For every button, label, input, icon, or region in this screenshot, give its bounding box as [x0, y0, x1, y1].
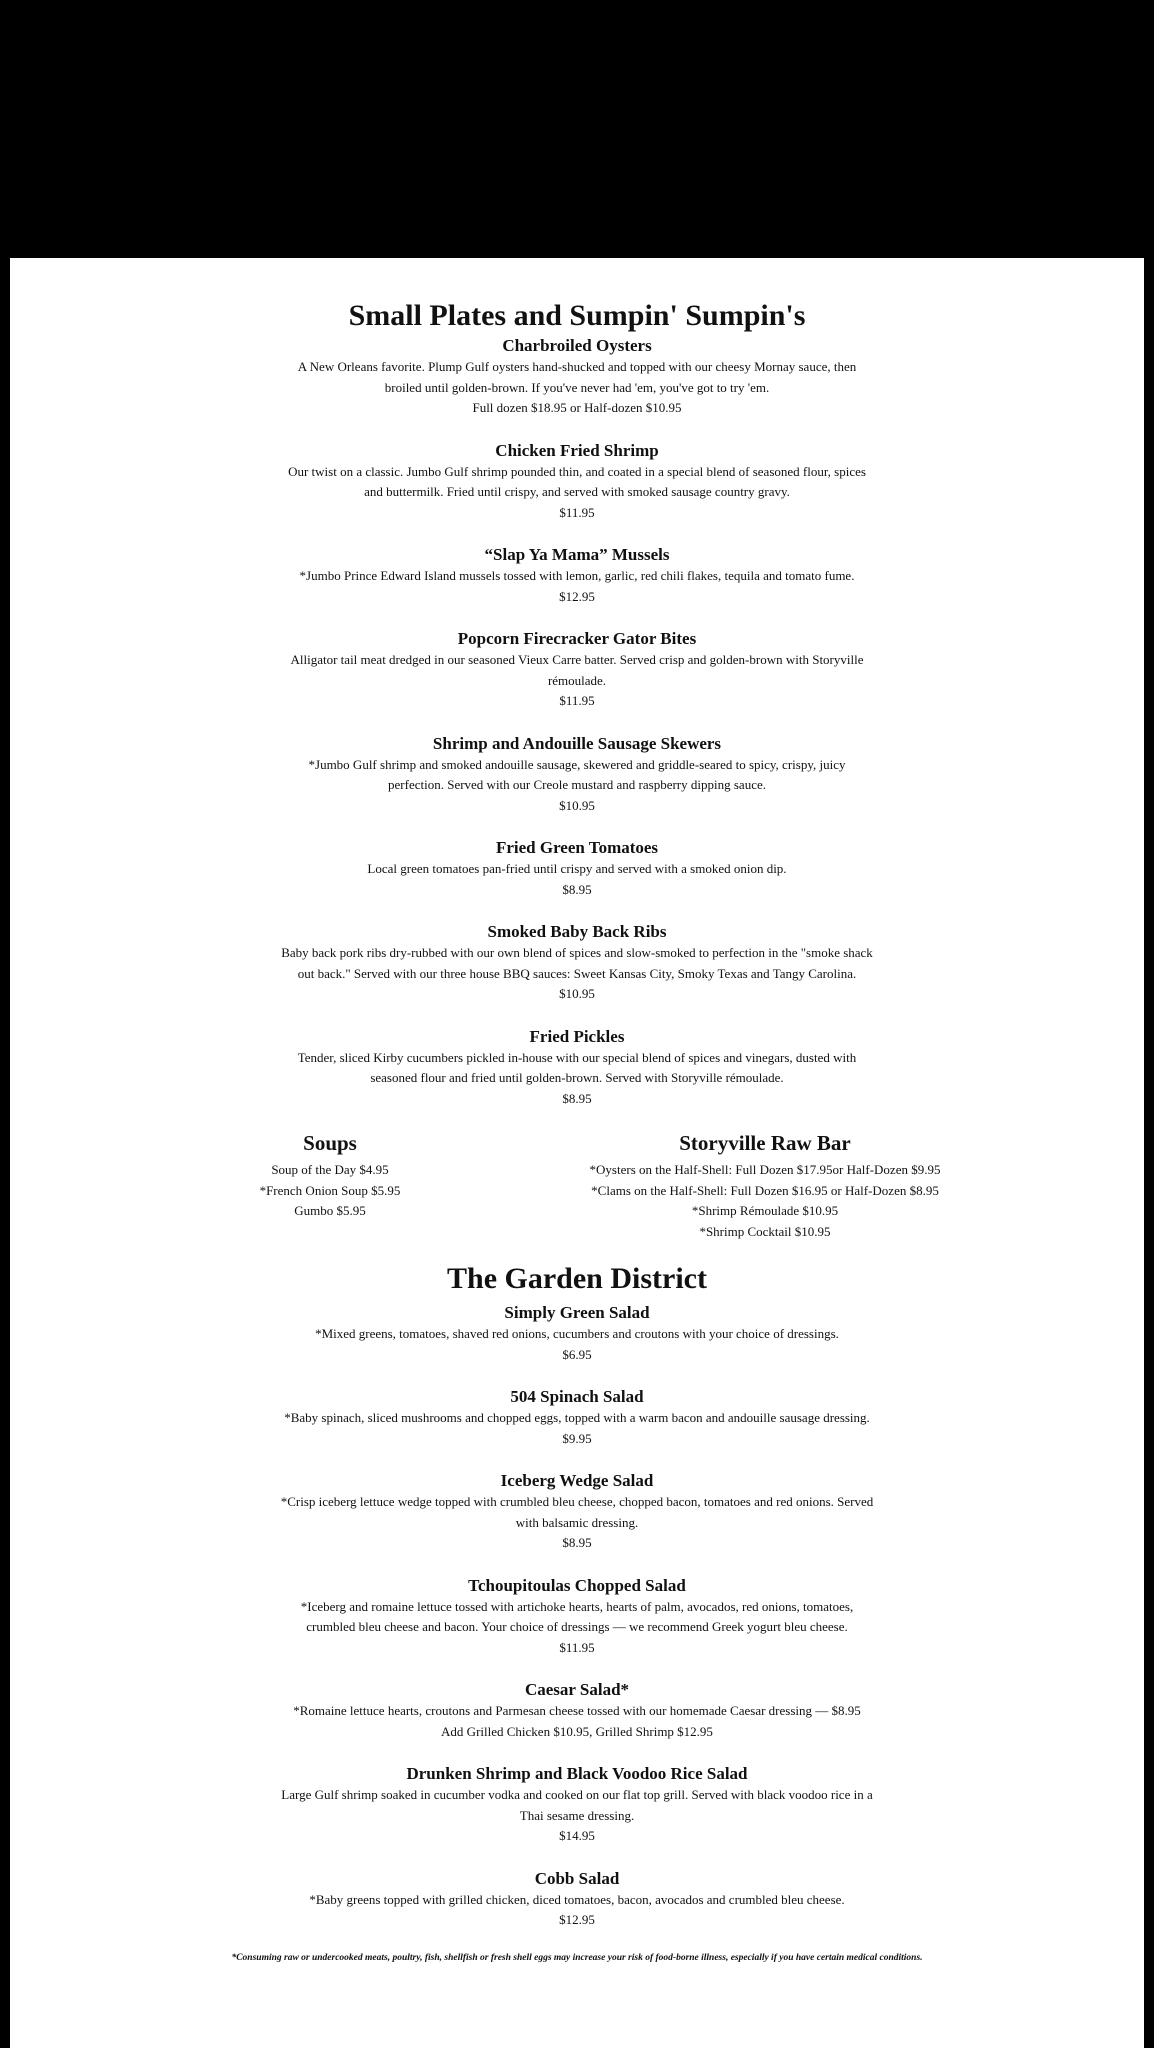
menu-item-name: Cobb Salad: [534, 1868, 620, 1888]
menu-item-name: Smoked Baby Back Ribs: [487, 922, 667, 941]
menu-item-price: $10.95: [559, 797, 595, 813]
soup-line: Soup of the Day $4.95: [271, 1162, 389, 1177]
menu-item-description: *Baby greens topped with grilled chicken, diced tomatoes, bacon, avocados and crumbled bleu cheese.: [309, 1891, 845, 1907]
menu-item: [10, 1867, 1144, 1931]
menu-page: [10, 258, 1144, 2048]
menu-item-price: Full dozen $18.95 or Half-dozen $10.95: [472, 400, 682, 415]
menu-item-description: Alligator tail meat dredged in our seasoned Vieux Carre batter. Served crisp and golden-brown with Storyville: [290, 652, 864, 667]
menu-item: [10, 1301, 1144, 1365]
menu-item: [10, 439, 1144, 524]
menu-item-description: *Jumbo Gulf shrimp and smoked andouille sausage, skewered and griddle-seared to spicy, crispy, juicy: [308, 756, 846, 772]
menu-item-description: and buttermilk. Fried until crispy, and served with smoked sausage country gravy.: [364, 484, 790, 499]
menu-item-description: Local green tomatoes pan-fried until crispy and served with a smoked onion dip.: [367, 861, 787, 876]
menu-item: [10, 836, 1144, 900]
menu-item: [10, 732, 1144, 817]
soups-column: [215, 1129, 445, 1222]
disclaimer: *Consuming raw or undercooked meats, poultry, fish, shellfish or fresh shell eggs may increase your risk of food-borne illness, especially if you have certain medical conditions.: [231, 1952, 923, 1963]
menu-item-price: $11.95: [559, 504, 595, 520]
menu-item-price: $9.95: [562, 1430, 592, 1446]
menu-item-name: 504 Spinach Salad: [510, 1387, 644, 1406]
menu-item-price: Add Grilled Chicken $10.95, Grilled Shrimp $12.95: [441, 1723, 713, 1739]
menu-item-description: Tender, sliced Kirby cucumbers pickled in-house with our special blend of spices and vinegars, dusted with: [297, 1049, 857, 1065]
menu-item-description: Thai sesame dressing.: [519, 1807, 635, 1823]
menu-item-name: Simply Green Salad: [504, 1303, 650, 1322]
menu-item-description: with balsamic dressing.: [515, 1514, 639, 1530]
menu-item-name: Shrimp and Andouille Sausage Skewers: [432, 733, 722, 753]
menu-item-description: *Baby spinach, sliced mushrooms and chopped eggs, topped with a warm bacon and andouille sausage dressing.: [284, 1410, 870, 1425]
menu-item-name: “Slap Ya Mama” Mussels: [484, 545, 670, 564]
menu-item: [10, 1678, 1144, 1742]
menu-item-price: $11.95: [559, 1639, 595, 1655]
raw-bar-line: *Shrimp Rémoulade $10.95: [691, 1203, 839, 1218]
menu-item-description: Baby back pork ribs dry-rubbed with our own blend of spices and slow-smoked to perfection in the "smoke shack: [281, 945, 873, 960]
menu-item-name: Fried Green Tomatoes: [495, 838, 659, 857]
raw-bar-line: *Shrimp Cocktail $10.95: [699, 1223, 831, 1239]
menu-item-price: $12.95: [559, 588, 595, 604]
small-plates-title: Small Plates and Sumpin' Sumpin's: [348, 299, 806, 332]
menu-item-description: broiled until golden-brown. If you've never had 'em, you've got to try 'em.: [384, 379, 770, 395]
menu-item-description: *Iceberg and romaine lettuce tossed with artichoke hearts, hearts of palm, avocados, red onions, tomatoes,: [300, 1598, 854, 1614]
menu-item-name: Chicken Fried Shrimp: [495, 440, 659, 460]
raw-bar-line: *Oysters on the Half-Shell: Full Dozen $17.95or Half-Dozen $9.95: [589, 1162, 941, 1177]
menu-item-description: rémoulade.: [547, 672, 607, 688]
menu-item: [10, 1385, 1144, 1449]
menu-item-name: Iceberg Wedge Salad: [500, 1471, 654, 1490]
menu-item: [10, 543, 1144, 607]
soup-line: Gumbo $5.95: [294, 1203, 366, 1218]
menu-item: [10, 1574, 1144, 1659]
menu-item-description: crumbled bleu cheese and bacon. Your choice of dressings — we recommend Greek yogurt bleu cheese.: [306, 1619, 848, 1634]
menu-item-price: $12.95: [559, 1912, 595, 1927]
menu-item-name: Charbroiled Oysters: [502, 336, 652, 355]
garden-list: [10, 1301, 1144, 1931]
menu-item-description: *Crisp iceberg lettuce wedge topped with crumbled bleu cheese, chopped bacon, tomatoes and red onions. Served: [280, 1494, 874, 1509]
menu-item-price: $10.95: [559, 986, 595, 1001]
menu-item-price: $11.95: [559, 693, 595, 708]
menu-item-name: Popcorn Firecracker Gator Bites: [457, 629, 697, 648]
menu-item-description: Large Gulf shrimp soaked in cucumber vodka and cooked on our flat top grill. Served with black voodoo rice in a: [281, 1787, 873, 1802]
garden-district-title: The Garden District: [447, 1262, 707, 1295]
menu-item: [10, 334, 1144, 419]
menu-item-price: $8.95: [562, 881, 592, 897]
menu-item-description: out back." Served with our three house BBQ sauces: Sweet Kansas City, Smoky Texas and Tangy Carolina.: [297, 965, 857, 981]
menu-item-name: Drunken Shrimp and Black Voodoo Rice Salad: [406, 1764, 748, 1783]
menu-item-name: Fried Pickles: [529, 1026, 625, 1046]
menu-item-name: Caesar Salad*: [524, 1680, 630, 1699]
raw-bar-title: Storyville Raw Bar: [679, 1131, 851, 1155]
soups-title: Soups: [303, 1131, 357, 1155]
menu-item-description: Our twist on a classic. Jumbo Gulf shrimp pounded thin, and coated in a special blend of seasoned flour, spices: [288, 463, 866, 479]
menu-item-description: *Mixed greens, tomatoes, shaved red onions, cucumbers and croutons with your choice of dressings.: [315, 1326, 839, 1341]
menu-item: [10, 920, 1144, 1005]
soup-line: *French Onion Soup $5.95: [259, 1182, 401, 1198]
menu-item-description: seasoned flour and fried until golden-brown. Served with Storyville rémoulade.: [370, 1070, 784, 1085]
menu-item-price: $6.95: [562, 1346, 592, 1362]
menu-item: [10, 1025, 1144, 1110]
menu-item: [10, 1469, 1144, 1554]
menu-item-description: perfection. Served with our Creole mustard and raspberry dipping sauce.: [388, 777, 766, 792]
menu-item-price: $8.95: [562, 1535, 592, 1550]
menu-item-price: $8.95: [562, 1090, 592, 1106]
raw-bar-line: *Clams on the Half-Shell: Full Dozen $16.95 or Half-Dozen $8.95: [591, 1182, 939, 1198]
menu-item-description: *Romaine lettuce hearts, croutons and Parmesan cheese tossed with our homemade Caesar dressing — $8.95: [293, 1703, 861, 1718]
soups-raw-bar-section: [10, 1129, 1144, 1249]
raw-bar-column: [510, 1129, 1020, 1242]
menu-item: [10, 627, 1144, 712]
menu-item-description: A New Orleans favorite. Plump Gulf oysters hand-shucked and topped with our cheesy Mornay sauce, then: [297, 359, 857, 374]
menu-item: [10, 1762, 1144, 1847]
menu-item-name: Tchoupitoulas Chopped Salad: [468, 1575, 686, 1595]
menu-item-description: *Jumbo Prince Edward Island mussels tossed with lemon, garlic, red chili flakes, tequila and tomato fume.: [299, 568, 855, 583]
small-plates-list: [10, 334, 1144, 1109]
menu-item-price: $14.95: [559, 1828, 595, 1843]
